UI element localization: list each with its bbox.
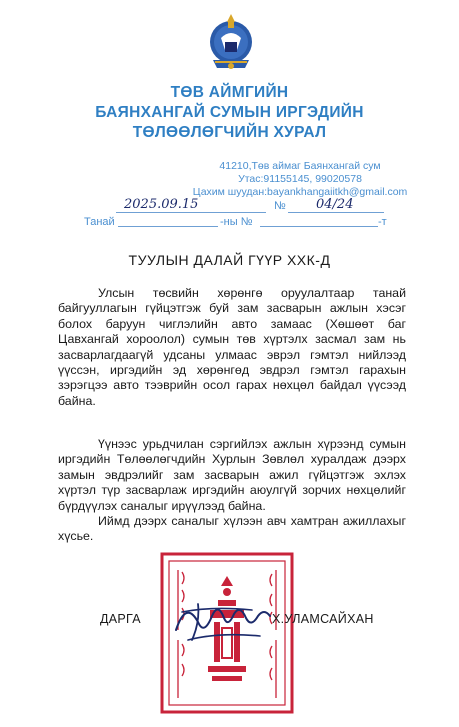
org-name-line3: ТӨЛӨӨЛӨГЧИЙН ХУРАЛ	[132, 124, 327, 141]
address-text: 41210,Төв аймаг Баянхангай сум	[219, 160, 381, 172]
reference-incoming-line	[72, 214, 402, 230]
body-paragraph-2: Үүнээс урьдчилан сэргийлэх ажлын хүрээнд сумын иргэдийн Төлөөлөгчдийн Хурлын Зөвлөл хуралдаж дээрх замын эвдрэлийг зам засварын ажил гүйцэтгэж эхлэх хүртэл түр засварлаж иргэдийн аюулгүй зорчих нөхцөлийг бүрдүүлэх саналыг ирүүлээд байна.	[58, 437, 406, 513]
signatory-name: Х.УЛАМСАЙХАН	[272, 612, 374, 626]
email-text: Цахим шуудан:bayankhangaiitkh@gmail.com	[192, 186, 408, 198]
ref-underline	[260, 226, 378, 227]
ref-label: -ны №	[220, 216, 253, 228]
ref-suffix: -т	[378, 216, 387, 228]
number-underline	[288, 212, 384, 213]
org-name-line1: ТӨВ АЙМГИЙН	[170, 84, 289, 101]
signatory-title: ДАРГА	[100, 612, 141, 626]
body-paragraph-3: Иймд дээрх саналыг хүлээн авч хамтран ажиллахыг хүсье.	[58, 514, 406, 544]
reference-date-number-line	[72, 198, 402, 214]
date-underline	[116, 212, 266, 213]
org-name-line2: БАЯНХАНГАЙ СУМЫН ИРГЭДИЙН	[95, 104, 364, 121]
document-title: ТУУЛЫН ДАЛАЙ ГҮҮР ХХК-Д	[128, 252, 331, 268]
number-handwritten: 04/24	[316, 197, 354, 212]
phone-text: Утас:91155145, 99020578	[238, 173, 362, 185]
body-paragraph-1: Улсын төсвийн хөрөнгө оруулалтаар танай байгууллагын гүйцэтгэж буй зам засварын ажлын хэсэг болох баруун чиглэлийн авто замаас (Хөшөөт баг Цавхангай хороолол) сумын төв хүртэлх засмал зам нь засварлагдаагүй удсаны улмаас эврэл гэмтэл нийлээд үүссэн, иргэдийн эд хөрөнгөд эвдрэл гэмтэл гарахын зэрэгцээ авто тээврийн осол гарах нөхцөл байдал үүсээд байна.	[58, 286, 406, 408]
state-emblem-icon	[208, 8, 254, 72]
number-label: №	[274, 200, 286, 212]
to-underline	[118, 226, 218, 227]
handwritten-signature	[168, 590, 278, 650]
to-label: Танай	[84, 216, 115, 228]
date-handwritten: 2025.09.15	[124, 197, 199, 212]
